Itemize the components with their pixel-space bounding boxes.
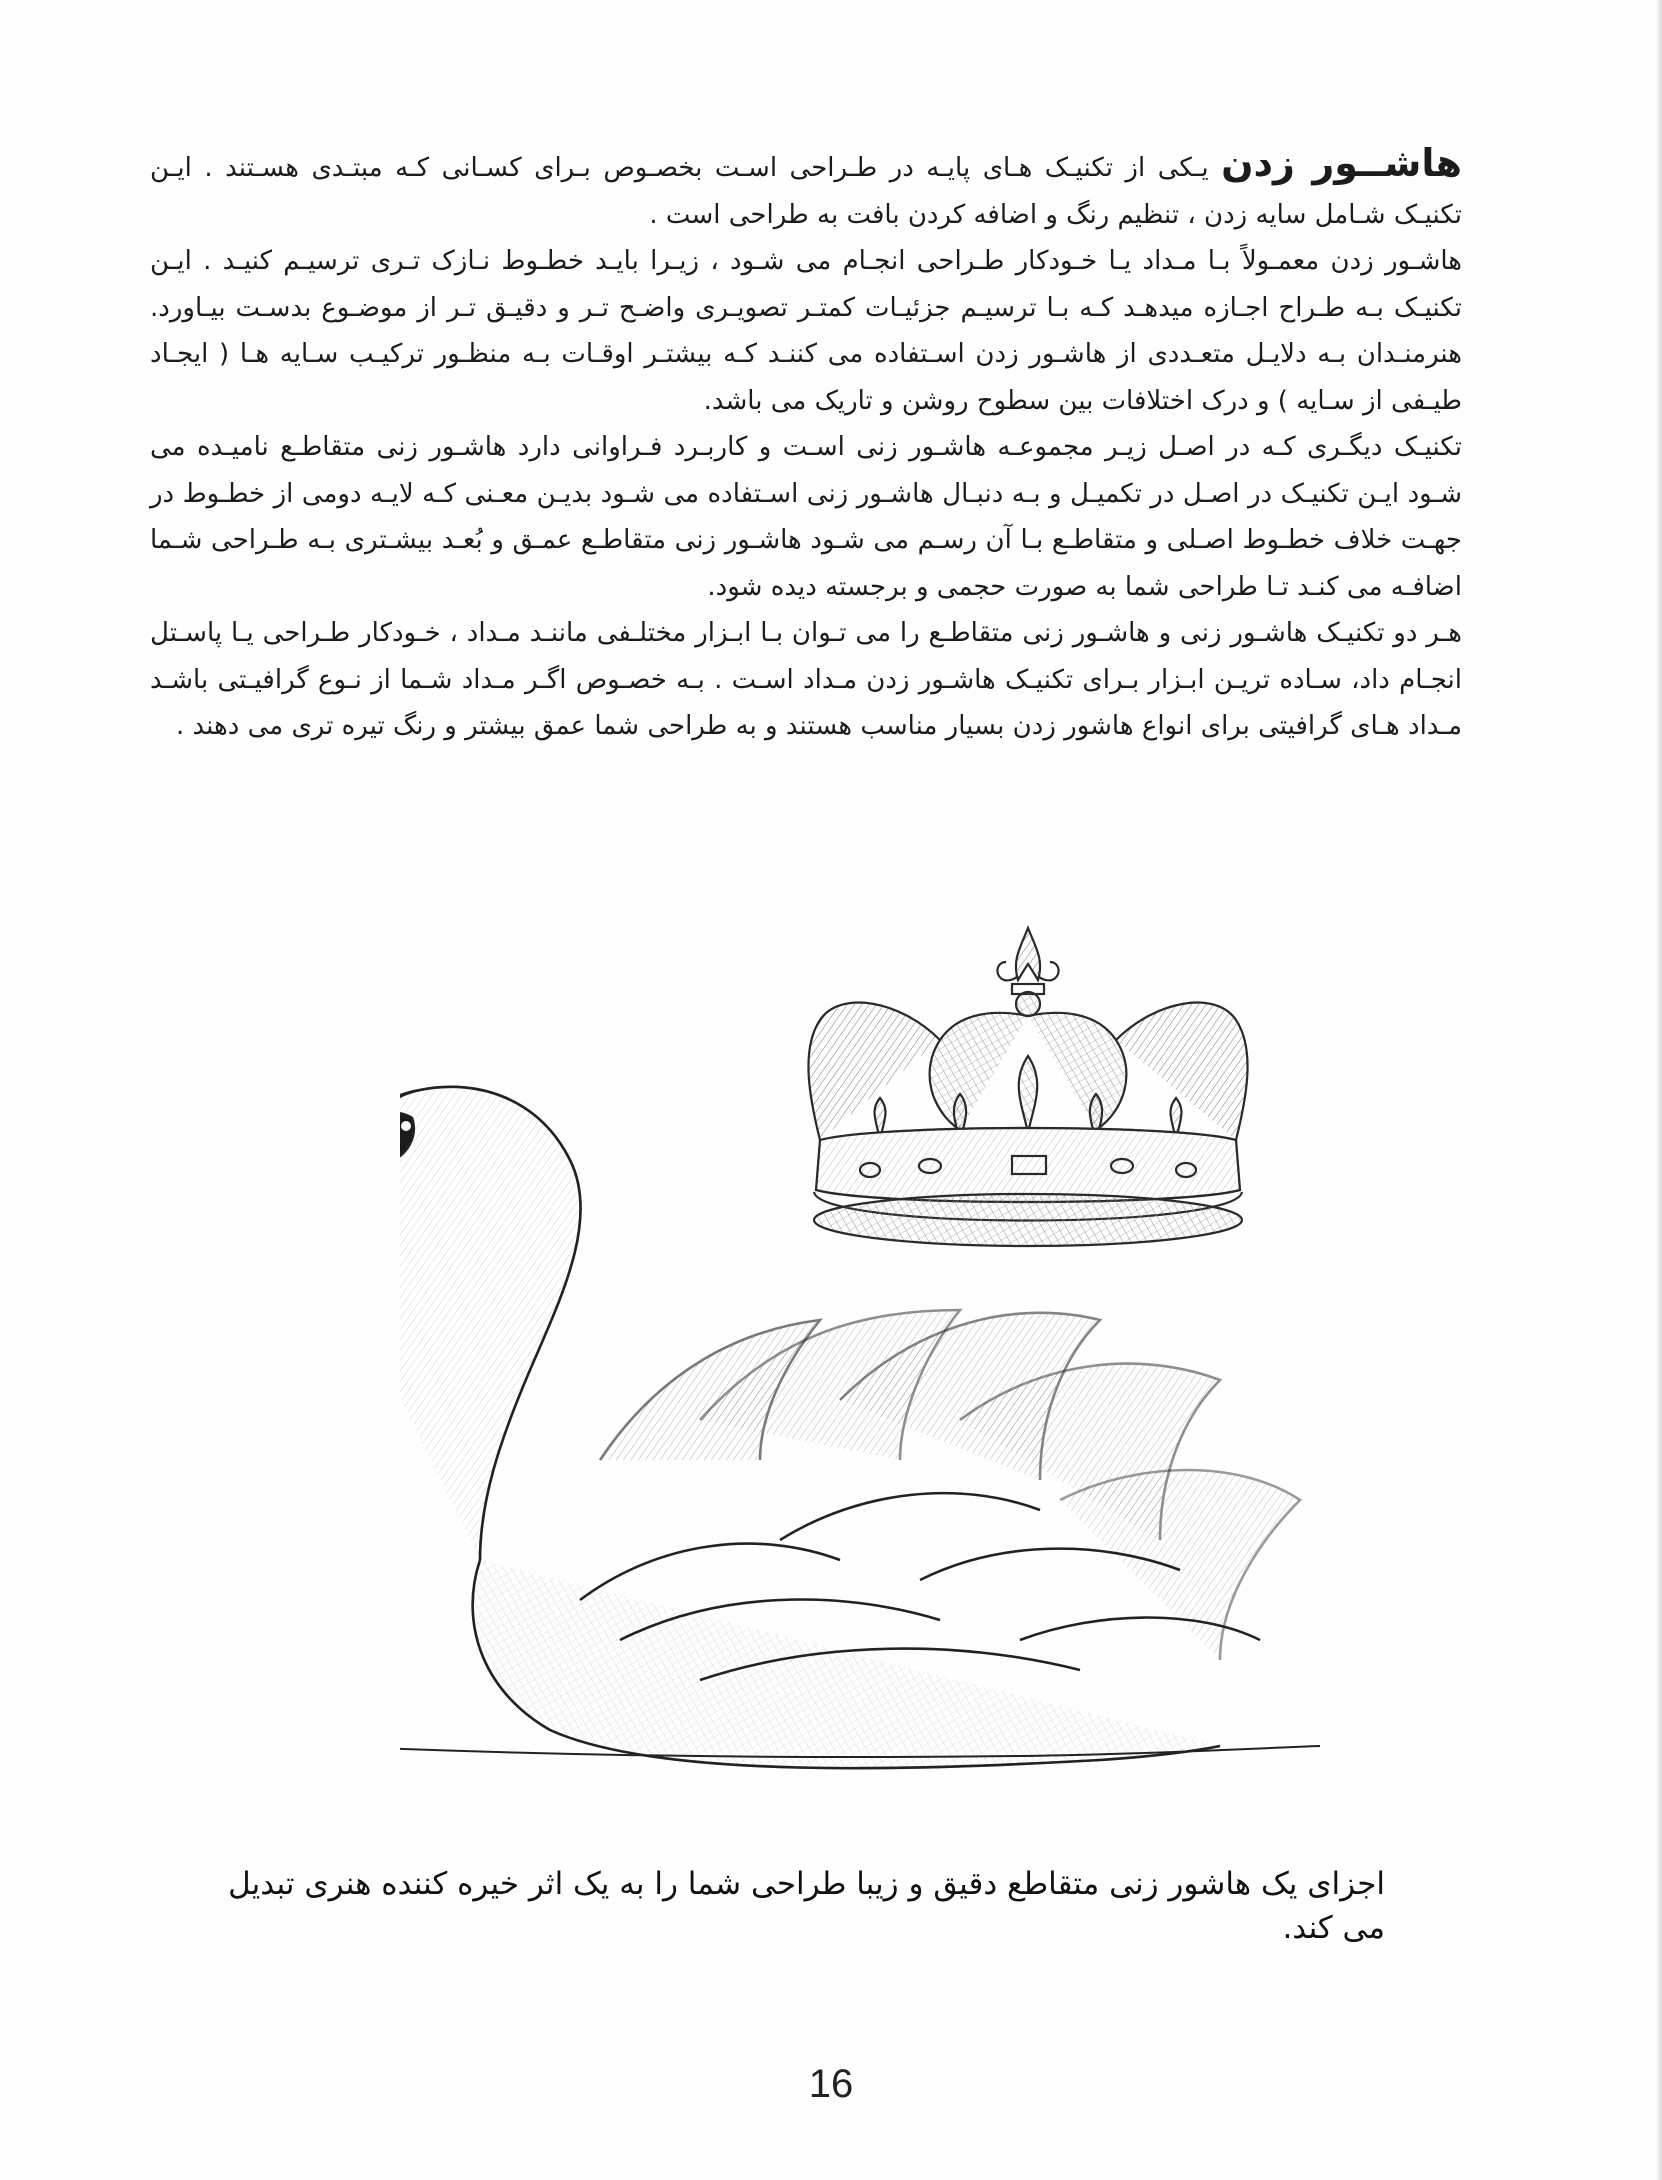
paragraph-1-text: یـکی از تکنیـک هـای پایـه در طـراحی اسـت بخصـوص بـرای کسـانی کـه مبتـدی هسـتند . ایـن تکنیـک شـامل سایه زدن ، تنظیم رنگ و اضافه کردن بافت به طراحی است .	[150, 153, 1462, 230]
crown-illustration	[808, 928, 1247, 1246]
lead-term: هاشــور زدن	[1221, 141, 1463, 185]
paragraph-2: هاشـور زدن معمـولاً بـا مـداد یـا خـودکار طـراحی انجـام می شـود ، زیـرا بایـد خطـوط نـازک تـری ترسیـم کنیـد . ایـن تکنیـک بـه طـراح اجـازه میدهـد کـه بـا ترسیـم جزئیـات کمتـر تصویـری واضـح تـر و دقیـق تـر از موضـوع بدسـت بیـاورد. هنرمنـدان بـه دلایـل متعـددی از هاشـور زدن اسـتفاده می کننـد کـه بیشتـر اوقـات بـه منظـور ترکیـب سـایه هـا ( ایجـاد طیـفی از سـایه ) و درک اختلافات بین سطوح روشن و تاریک می باشد.	[150, 246, 1462, 416]
paragraph-1	[150, 140, 1462, 238]
page-number: 16	[808, 2062, 854, 2106]
paragraph-4: هـر دو تکنیـک هاشـور زنی و هاشـور زنی متقاطـع را می تـوان بـا ابـزار مختلـفی ماننـد مـداد ، خـودکار طـراحی یـا پاسـتل انجـام داد، سـاده تریـن ابـزار بـرای تکنیـک هاشـور زدن مـداد اسـت . بـه خصـوص اگـر مـداد شـما از نـوع گرافیـتی باشـد مـداد هـای گرافیتی برای انواع هاشور زدن بسیار مناسب هستند و به طراحی شما عمق بیشتر و رنگ تیره تری می دهند .	[150, 618, 1462, 741]
swan-and-crown-illustration	[400, 900, 1400, 1780]
article-body	[150, 140, 1462, 750]
page-edge-shadow	[1656, 0, 1662, 2180]
figure-caption: اجزای یک هاشور زنی متقاطع دقیق و زیبا طراحی شما را به یک اثر خیره کننده هنری تبدیل می کند.	[228, 1866, 1385, 1946]
paragraph-3: تکنیـک دیگـری کـه در اصـل زیـر مجموعـه هاشـور زنی اسـت و کاربـرد فـراوانی دارد هاشـور زنی متقاطـع نامیـده می شـود ایـن تکنیـک در اصـل در تکمیـل و بـه دنبـال هاشـور زنی اسـتفاده می شـود بدیـن معـنی کـه لایـه دومی از خطـوط در جهـت خلاف خطـوط اصـلی و متقاطـع بـا آن رسـم می شـود هاشـور زنی متقاطـع عمـق و بُعـد بیشـتری بـه طـراحی شـما اضافـه می کنـد تـا طراحی شما به صورت حجمی و برجسته دیده شود.	[150, 432, 1462, 602]
